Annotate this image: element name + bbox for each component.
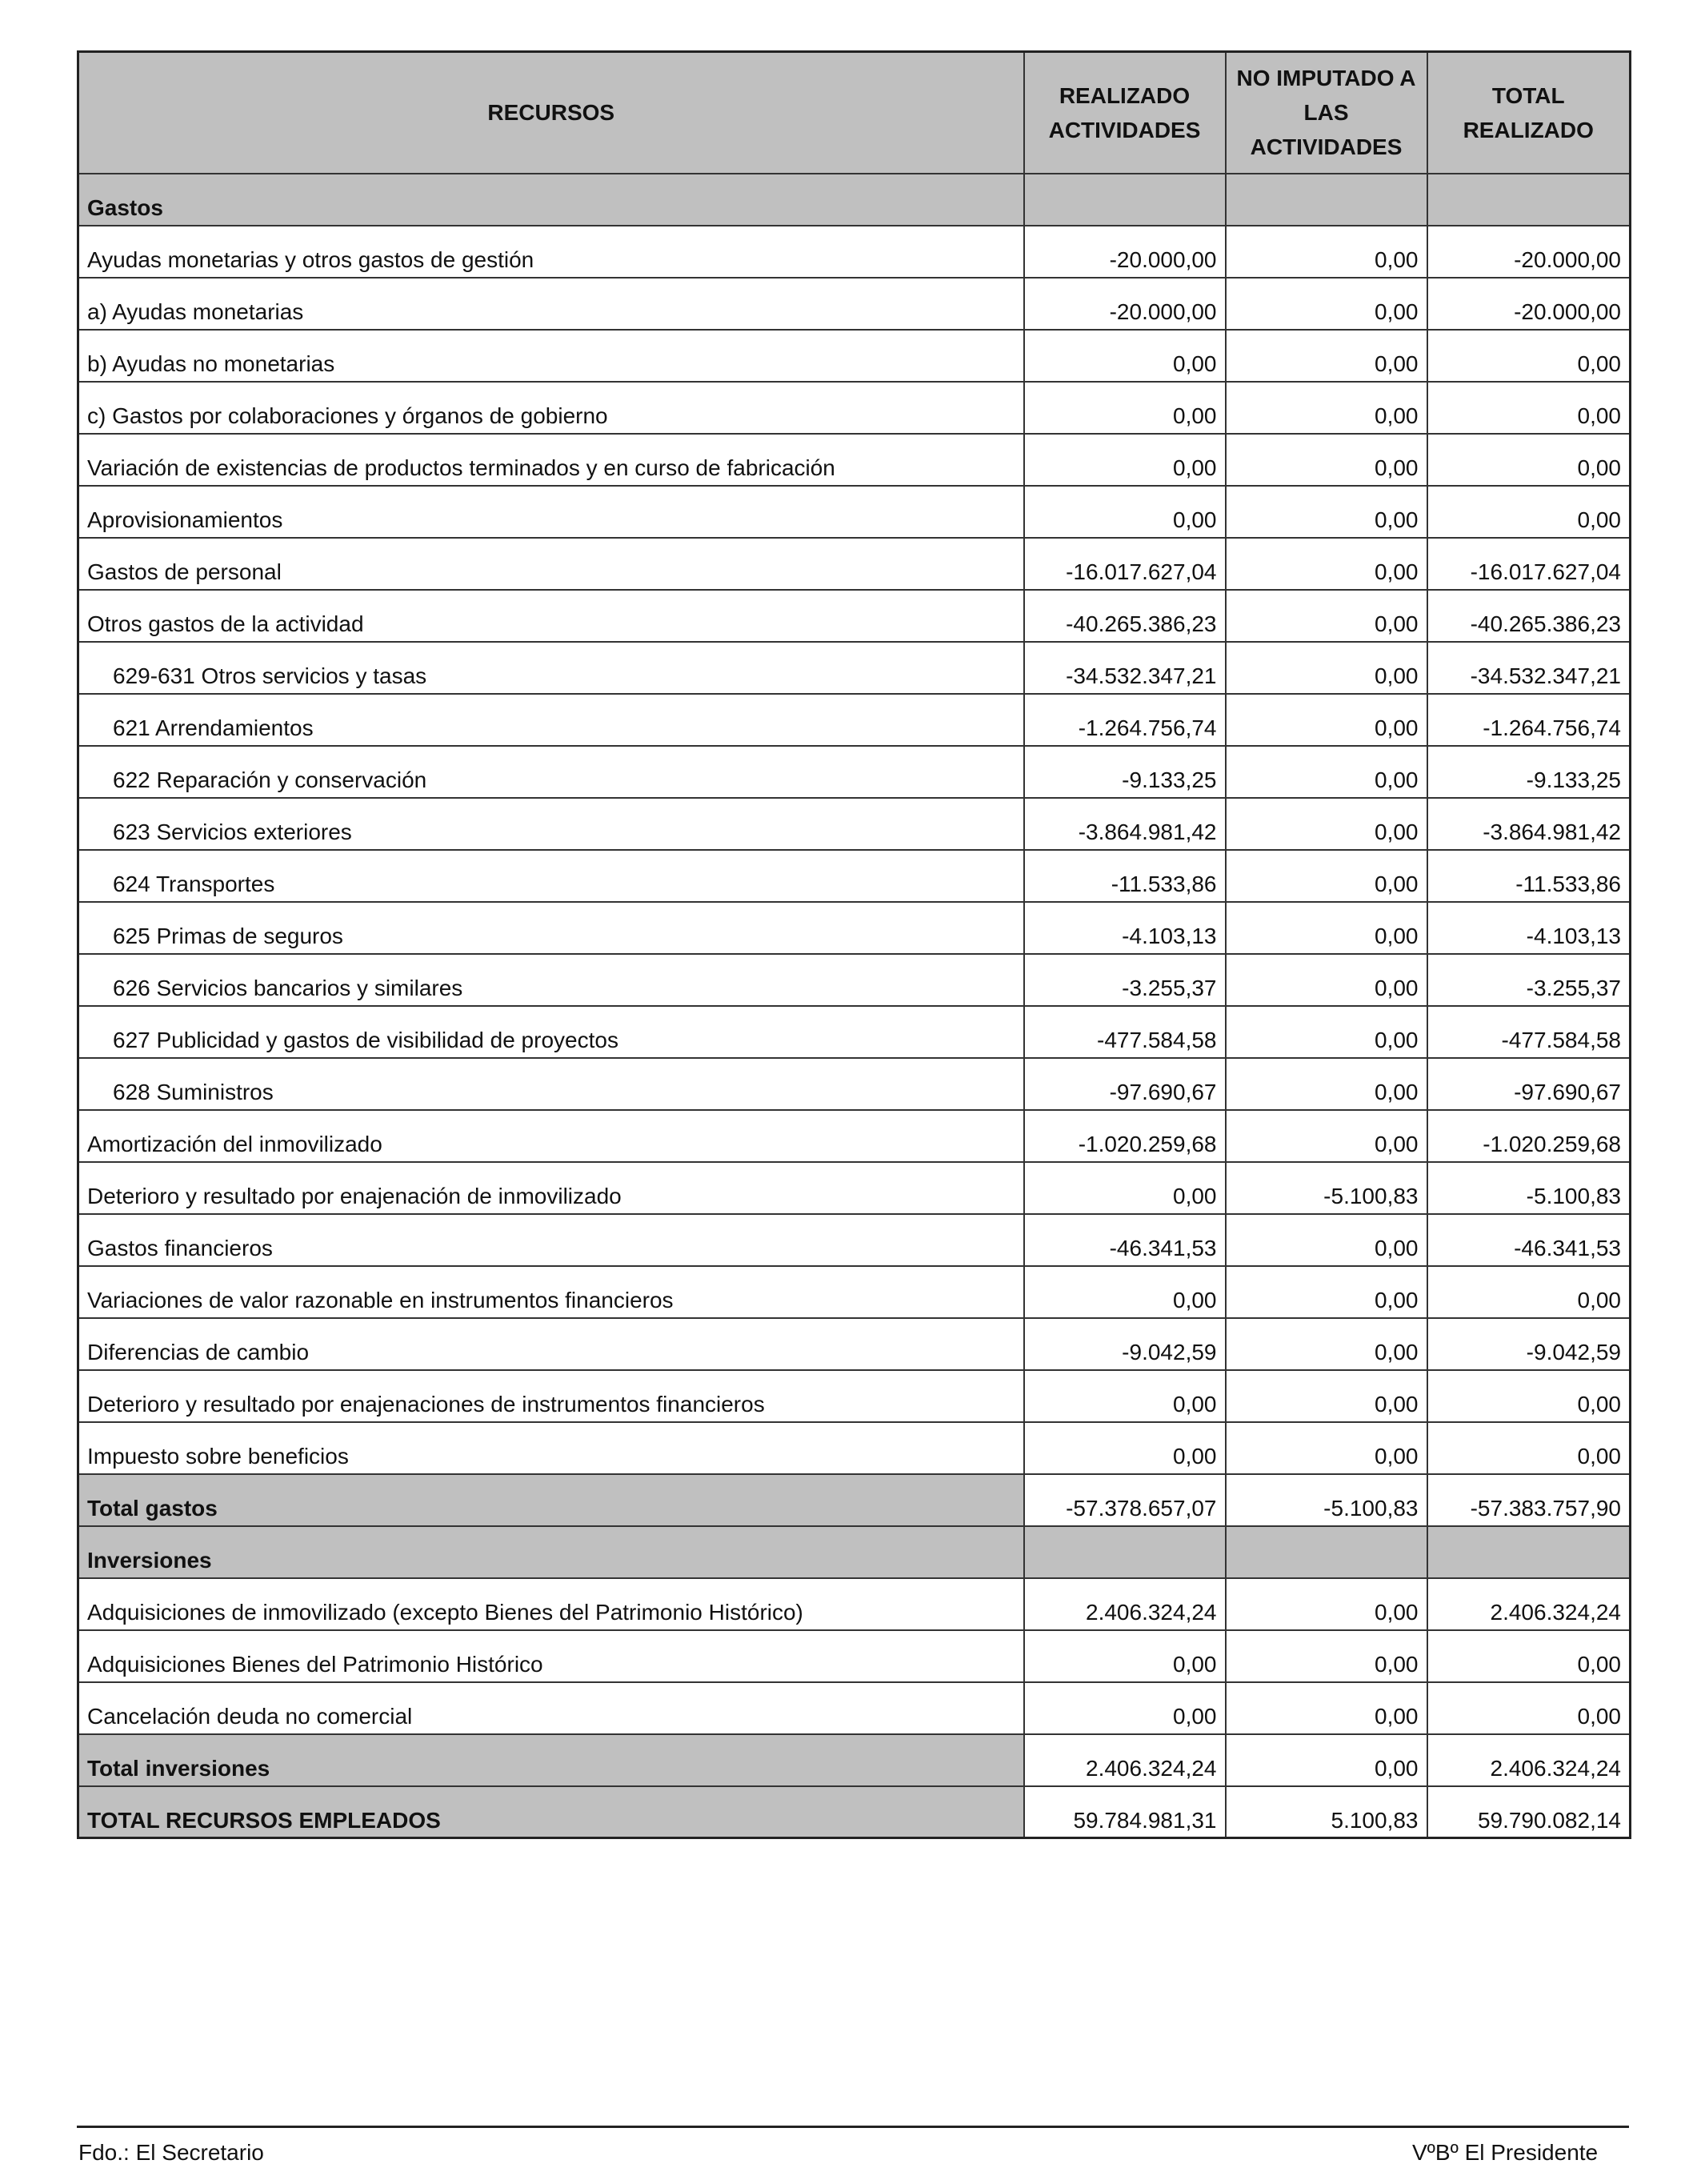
table-row bbox=[78, 746, 1631, 798]
no-imputado-value bbox=[1226, 1526, 1427, 1578]
total-realizado-value: 0,00 bbox=[1427, 1266, 1631, 1318]
realizado-actividades-value bbox=[1024, 1526, 1226, 1578]
row-label: Gastos financieros bbox=[78, 1214, 1024, 1266]
realizado-actividades-value: -477.584,58 bbox=[1024, 1006, 1226, 1058]
row-label: Aprovisionamientos bbox=[78, 486, 1024, 538]
no-imputado-value: 0,00 bbox=[1226, 902, 1427, 954]
total-row bbox=[78, 1786, 1631, 1838]
total-realizado-value: -477.584,58 bbox=[1427, 1006, 1631, 1058]
realizado-actividades-value: 59.784.981,31 bbox=[1024, 1786, 1226, 1838]
row-label: 621 Arrendamientos bbox=[78, 694, 1024, 746]
row-label: Adquisiciones Bienes del Patrimonio Histórico bbox=[78, 1630, 1024, 1682]
no-imputado-value: 0,00 bbox=[1226, 1266, 1427, 1318]
header-row bbox=[78, 52, 1631, 174]
table-row bbox=[78, 590, 1631, 642]
realizado-actividades-value: 2.406.324,24 bbox=[1024, 1578, 1226, 1630]
total-realizado-value: -20.000,00 bbox=[1427, 226, 1631, 278]
resources-table bbox=[77, 50, 1631, 1839]
realizado-actividades-value: -1.020.259,68 bbox=[1024, 1110, 1226, 1162]
total-realizado-value: 0,00 bbox=[1427, 486, 1631, 538]
table-row bbox=[78, 902, 1631, 954]
realizado-actividades-value: 0,00 bbox=[1024, 1682, 1226, 1734]
no-imputado-value: 0,00 bbox=[1226, 382, 1427, 434]
total-realizado-value: 0,00 bbox=[1427, 434, 1631, 486]
president-signature-label: VºBº El Presidente bbox=[1412, 2140, 1599, 2165]
total-realizado-value: 0,00 bbox=[1427, 1370, 1631, 1422]
total-realizado-value: -40.265.386,23 bbox=[1427, 590, 1631, 642]
row-label: Gastos de personal bbox=[78, 538, 1024, 590]
table-row bbox=[78, 1214, 1631, 1266]
realizado-actividades-value: -97.690,67 bbox=[1024, 1058, 1226, 1110]
row-label: Ayudas monetarias y otros gastos de gestión bbox=[78, 226, 1024, 278]
row-label: Cancelación deuda no comercial bbox=[78, 1682, 1024, 1734]
realizado-actividades-value: -3.255,37 bbox=[1024, 954, 1226, 1006]
total-realizado-value: 0,00 bbox=[1427, 1682, 1631, 1734]
total-realizado-value: -34.532.347,21 bbox=[1427, 642, 1631, 694]
row-label: Gastos bbox=[78, 174, 1024, 226]
row-label: TOTAL RECURSOS EMPLEADOS bbox=[78, 1786, 1024, 1838]
realizado-actividades-value: 0,00 bbox=[1024, 486, 1226, 538]
total-realizado-value: -97.690,67 bbox=[1427, 1058, 1631, 1110]
row-label: Adquisiciones de inmovilizado (excepto Bienes del Patrimonio Histórico) bbox=[78, 1578, 1024, 1630]
no-imputado-value: 0,00 bbox=[1226, 538, 1427, 590]
total-realizado-value bbox=[1427, 174, 1631, 226]
no-imputado-value: 0,00 bbox=[1226, 746, 1427, 798]
row-label: 623 Servicios exteriores bbox=[78, 798, 1024, 850]
section-row bbox=[78, 1526, 1631, 1578]
table-row bbox=[78, 1370, 1631, 1422]
realizado-actividades-value: -20.000,00 bbox=[1024, 226, 1226, 278]
realizado-actividades-value: 0,00 bbox=[1024, 1630, 1226, 1682]
total-realizado-value: -16.017.627,04 bbox=[1427, 538, 1631, 590]
table-row bbox=[78, 486, 1631, 538]
table-row bbox=[78, 850, 1631, 902]
table-row bbox=[78, 226, 1631, 278]
total-row bbox=[78, 1474, 1631, 1526]
total-realizado-value: -1.020.259,68 bbox=[1427, 1110, 1631, 1162]
no-imputado-value: 0,00 bbox=[1226, 1422, 1427, 1474]
row-label: Deterioro y resultado por enajenación de inmovilizado bbox=[78, 1162, 1024, 1214]
table-body bbox=[78, 174, 1631, 1838]
realizado-actividades-value bbox=[1024, 174, 1226, 226]
row-label: 625 Primas de seguros bbox=[78, 902, 1024, 954]
table-row bbox=[78, 798, 1631, 850]
no-imputado-value: -5.100,83 bbox=[1226, 1162, 1427, 1214]
no-imputado-value: -5.100,83 bbox=[1226, 1474, 1427, 1526]
no-imputado-value: 0,00 bbox=[1226, 1214, 1427, 1266]
realizado-actividades-value: -4.103,13 bbox=[1024, 902, 1226, 954]
realizado-actividades-value: -57.378.657,07 bbox=[1024, 1474, 1226, 1526]
row-label: Impuesto sobre beneficios bbox=[78, 1422, 1024, 1474]
no-imputado-value: 0,00 bbox=[1226, 1006, 1427, 1058]
total-realizado-value: -9.133,25 bbox=[1427, 746, 1631, 798]
row-label: Diferencias de cambio bbox=[78, 1318, 1024, 1370]
total-realizado-value: 0,00 bbox=[1427, 330, 1631, 382]
row-label: Total gastos bbox=[78, 1474, 1024, 1526]
total-row bbox=[78, 1734, 1631, 1786]
table-row bbox=[78, 1058, 1631, 1110]
table-row bbox=[78, 954, 1631, 1006]
realizado-actividades-value: 0,00 bbox=[1024, 382, 1226, 434]
row-label: Total inversiones bbox=[78, 1734, 1024, 1786]
row-label: 624 Transportes bbox=[78, 850, 1024, 902]
header-total-realizado: TOTAL REALIZADO bbox=[1427, 52, 1631, 174]
no-imputado-value: 5.100,83 bbox=[1226, 1786, 1427, 1838]
total-realizado-value: 2.406.324,24 bbox=[1427, 1578, 1631, 1630]
no-imputado-value: 0,00 bbox=[1226, 1734, 1427, 1786]
row-label: 626 Servicios bancarios y similares bbox=[78, 954, 1024, 1006]
total-realizado-value: -5.100,83 bbox=[1427, 1162, 1631, 1214]
no-imputado-value: 0,00 bbox=[1226, 226, 1427, 278]
no-imputado-value: 0,00 bbox=[1226, 486, 1427, 538]
total-realizado-value: 0,00 bbox=[1427, 382, 1631, 434]
total-realizado-value: -3.864.981,42 bbox=[1427, 798, 1631, 850]
no-imputado-value bbox=[1226, 174, 1427, 226]
total-realizado-value: -46.341,53 bbox=[1427, 1214, 1631, 1266]
total-realizado-value: -57.383.757,90 bbox=[1427, 1474, 1631, 1526]
table-row bbox=[78, 642, 1631, 694]
realizado-actividades-value: -34.532.347,21 bbox=[1024, 642, 1226, 694]
signature-divider bbox=[77, 2126, 1629, 2128]
no-imputado-value: 0,00 bbox=[1226, 850, 1427, 902]
row-label: Inversiones bbox=[78, 1526, 1024, 1578]
realizado-actividades-value: 2.406.324,24 bbox=[1024, 1734, 1226, 1786]
header-no-imputado: NO IMPUTADO A LAS ACTIVIDADES bbox=[1226, 52, 1427, 174]
table-row bbox=[78, 1006, 1631, 1058]
no-imputado-value: 0,00 bbox=[1226, 642, 1427, 694]
realizado-actividades-value: -9.042,59 bbox=[1024, 1318, 1226, 1370]
no-imputado-value: 0,00 bbox=[1226, 1630, 1427, 1682]
table-row bbox=[78, 1630, 1631, 1682]
no-imputado-value: 0,00 bbox=[1226, 1682, 1427, 1734]
table-row bbox=[78, 1110, 1631, 1162]
no-imputado-value: 0,00 bbox=[1226, 590, 1427, 642]
total-realizado-value: -9.042,59 bbox=[1427, 1318, 1631, 1370]
no-imputado-value: 0,00 bbox=[1226, 1370, 1427, 1422]
realizado-actividades-value: -20.000,00 bbox=[1024, 278, 1226, 330]
total-realizado-value: -3.255,37 bbox=[1427, 954, 1631, 1006]
table-row bbox=[78, 434, 1631, 486]
no-imputado-value: 0,00 bbox=[1226, 954, 1427, 1006]
secretary-signature-label: Fdo.: El Secretario bbox=[78, 2140, 264, 2165]
no-imputado-value: 0,00 bbox=[1226, 1578, 1427, 1630]
table-row bbox=[78, 1578, 1631, 1630]
table-row bbox=[78, 278, 1631, 330]
no-imputado-value: 0,00 bbox=[1226, 1318, 1427, 1370]
no-imputado-value: 0,00 bbox=[1226, 330, 1427, 382]
row-label: Otros gastos de la actividad bbox=[78, 590, 1024, 642]
no-imputado-value: 0,00 bbox=[1226, 694, 1427, 746]
realizado-actividades-value: 0,00 bbox=[1024, 1370, 1226, 1422]
total-realizado-value: 59.790.082,14 bbox=[1427, 1786, 1631, 1838]
no-imputado-value: 0,00 bbox=[1226, 1110, 1427, 1162]
realizado-actividades-value: 0,00 bbox=[1024, 434, 1226, 486]
no-imputado-value: 0,00 bbox=[1226, 278, 1427, 330]
total-realizado-value: -20.000,00 bbox=[1427, 278, 1631, 330]
header-realizado-actividades: REALIZADO ACTIVIDADES bbox=[1024, 52, 1226, 174]
row-label: Amortización del inmovilizado bbox=[78, 1110, 1024, 1162]
realizado-actividades-value: 0,00 bbox=[1024, 1266, 1226, 1318]
realizado-actividades-value: -11.533,86 bbox=[1024, 850, 1226, 902]
row-label: b) Ayudas no monetarias bbox=[78, 330, 1024, 382]
header-recursos: RECURSOS bbox=[78, 52, 1024, 174]
row-label: 622 Reparación y conservación bbox=[78, 746, 1024, 798]
no-imputado-value: 0,00 bbox=[1226, 434, 1427, 486]
no-imputado-value: 0,00 bbox=[1226, 798, 1427, 850]
total-realizado-value: 0,00 bbox=[1427, 1630, 1631, 1682]
total-realizado-value: -11.533,86 bbox=[1427, 850, 1631, 902]
realizado-actividades-value: -46.341,53 bbox=[1024, 1214, 1226, 1266]
realizado-actividades-value: 0,00 bbox=[1024, 1422, 1226, 1474]
row-label: Deterioro y resultado por enajenaciones de instrumentos financieros bbox=[78, 1370, 1024, 1422]
table-row bbox=[78, 694, 1631, 746]
table-row bbox=[78, 1266, 1631, 1318]
realizado-actividades-value: -9.133,25 bbox=[1024, 746, 1226, 798]
total-realizado-value: -1.264.756,74 bbox=[1427, 694, 1631, 746]
realizado-actividades-value: -3.864.981,42 bbox=[1024, 798, 1226, 850]
table-row bbox=[78, 330, 1631, 382]
table-row bbox=[78, 1422, 1631, 1474]
realizado-actividades-value: 0,00 bbox=[1024, 1162, 1226, 1214]
total-realizado-value: 0,00 bbox=[1427, 1422, 1631, 1474]
row-label: a) Ayudas monetarias bbox=[78, 278, 1024, 330]
realizado-actividades-value: -40.265.386,23 bbox=[1024, 590, 1226, 642]
table-row bbox=[78, 1318, 1631, 1370]
section-row bbox=[78, 174, 1631, 226]
table-row bbox=[78, 538, 1631, 590]
row-label: Variación de existencias de productos terminados y en curso de fabricación bbox=[78, 434, 1024, 486]
total-realizado-value: -4.103,13 bbox=[1427, 902, 1631, 954]
row-label: 627 Publicidad y gastos de visibilidad de proyectos bbox=[78, 1006, 1024, 1058]
row-label: 629-631 Otros servicios y tasas bbox=[78, 642, 1024, 694]
realizado-actividades-value: -16.017.627,04 bbox=[1024, 538, 1226, 590]
table-row bbox=[78, 1162, 1631, 1214]
realizado-actividades-value: 0,00 bbox=[1024, 330, 1226, 382]
table-row bbox=[78, 382, 1631, 434]
row-label: Variaciones de valor razonable en instrumentos financieros bbox=[78, 1266, 1024, 1318]
realizado-actividades-value: -1.264.756,74 bbox=[1024, 694, 1226, 746]
total-realizado-value: 2.406.324,24 bbox=[1427, 1734, 1631, 1786]
total-realizado-value bbox=[1427, 1526, 1631, 1578]
row-label: 628 Suministros bbox=[78, 1058, 1024, 1110]
row-label: c) Gastos por colaboraciones y órganos de gobierno bbox=[78, 382, 1024, 434]
no-imputado-value: 0,00 bbox=[1226, 1058, 1427, 1110]
table-row bbox=[78, 1682, 1631, 1734]
